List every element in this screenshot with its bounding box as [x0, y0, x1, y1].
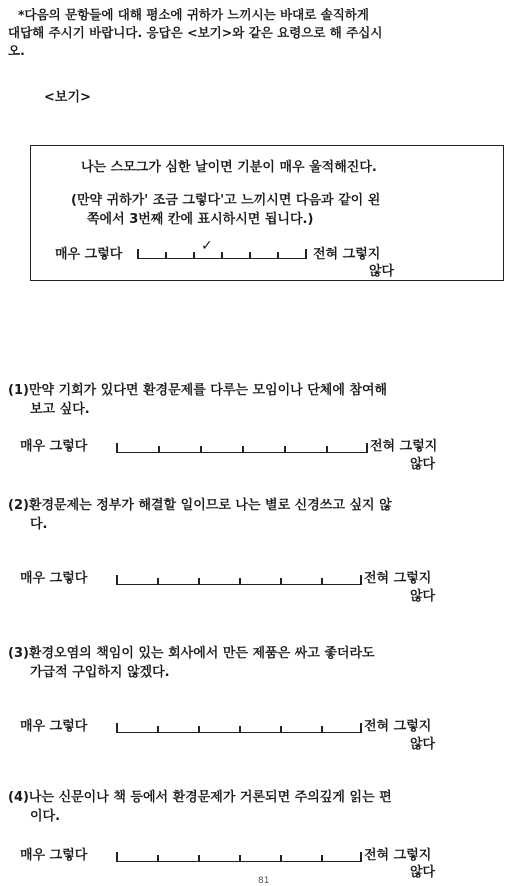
question-4	[8, 788, 392, 826]
example-note-line-1: (만약 귀하가' 조금 그렇다'고 느끼시면 다음과 같이 왼	[71, 193, 381, 208]
question-1-line-1: (1)만약 기회가 있다면 환경문제를 다루는 모임이나 단체에 참여해	[8, 383, 388, 398]
instructions	[8, 6, 522, 60]
question-4-left-anchor: 매우 그렇다	[20, 848, 88, 863]
question-1-right-anchor-line-2: 않다	[410, 457, 436, 472]
check-mark-icon: ✓	[201, 238, 213, 254]
question-2-rating-scale[interactable]	[116, 572, 362, 585]
question-1-right-anchor-line-1: 전혀 그렇지	[370, 439, 438, 454]
question-4-line-1: (4)나는 신문이나 책 등에서 환경문제가 거론되면 주의깊게 읽는 편	[8, 790, 392, 805]
example-right-anchor-line-2: 않다	[369, 264, 395, 279]
page-number: 81	[258, 876, 270, 886]
instructions-line-2: 대답해 주시기 바랍니다. 응답은 <보기>와 같은 요령으로 해 주십시	[8, 25, 383, 40]
question-1-rating-scale[interactable]	[116, 440, 368, 453]
instructions-line-1: *다음의 문항들에 대해 평소에 귀하가 느끼시는 바대로 솔직하게	[18, 7, 369, 22]
question-2-left-anchor: 매우 그렇다	[20, 571, 88, 586]
question-1	[8, 381, 387, 419]
question-4-rating-scale[interactable]	[116, 849, 362, 862]
question-3-right-anchor-line-2: 않다	[410, 737, 436, 752]
instructions-line-3: 오.	[8, 43, 25, 58]
question-1-left-anchor: 매우 그렇다	[20, 439, 88, 454]
question-2-line-2: 다.	[30, 517, 48, 532]
example-statement: 나는 스모그가 심한 날이면 기분이 매우 울적해진다.	[81, 160, 377, 175]
question-3-line-1: (3)환경오염의 책임이 있는 회사에서 만든 제품은 싸고 좋더라도	[8, 646, 375, 661]
question-2-right-anchor-line-1: 전혀 그렇지	[364, 571, 432, 586]
example-left-anchor: 매우 그렇다	[55, 247, 123, 262]
question-3	[8, 644, 375, 682]
example-right-anchor-line-1: 전혀 그렇지	[313, 247, 381, 262]
question-2-right-anchor-line-2: 않다	[410, 589, 436, 604]
question-3-left-anchor: 매우 그렇다	[20, 719, 88, 734]
question-3-line-2: 가급적 구입하지 않겠다.	[30, 665, 170, 680]
example-rating-scale	[137, 238, 307, 259]
question-3-rating-scale[interactable]	[116, 720, 362, 733]
question-4-line-2: 이다.	[30, 809, 61, 824]
question-2	[8, 496, 392, 534]
question-1-line-2: 보고 싶다.	[30, 402, 90, 417]
question-4-right-anchor-line-2: 않다	[410, 865, 436, 880]
example-box	[30, 145, 504, 281]
question-4-right-anchor-line-1: 전혀 그렇지	[364, 848, 432, 863]
example-note-line-2: 쪽에서 3번째 칸에 표시하시면 됩니다.)	[87, 212, 314, 227]
example-label: <보기>	[44, 90, 91, 105]
question-3-right-anchor-line-1: 전혀 그렇지	[364, 719, 432, 734]
question-2-line-1: (2)환경문제는 정부가 해결할 일이므로 나는 별로 신경쓰고 싶지 않	[8, 498, 392, 513]
